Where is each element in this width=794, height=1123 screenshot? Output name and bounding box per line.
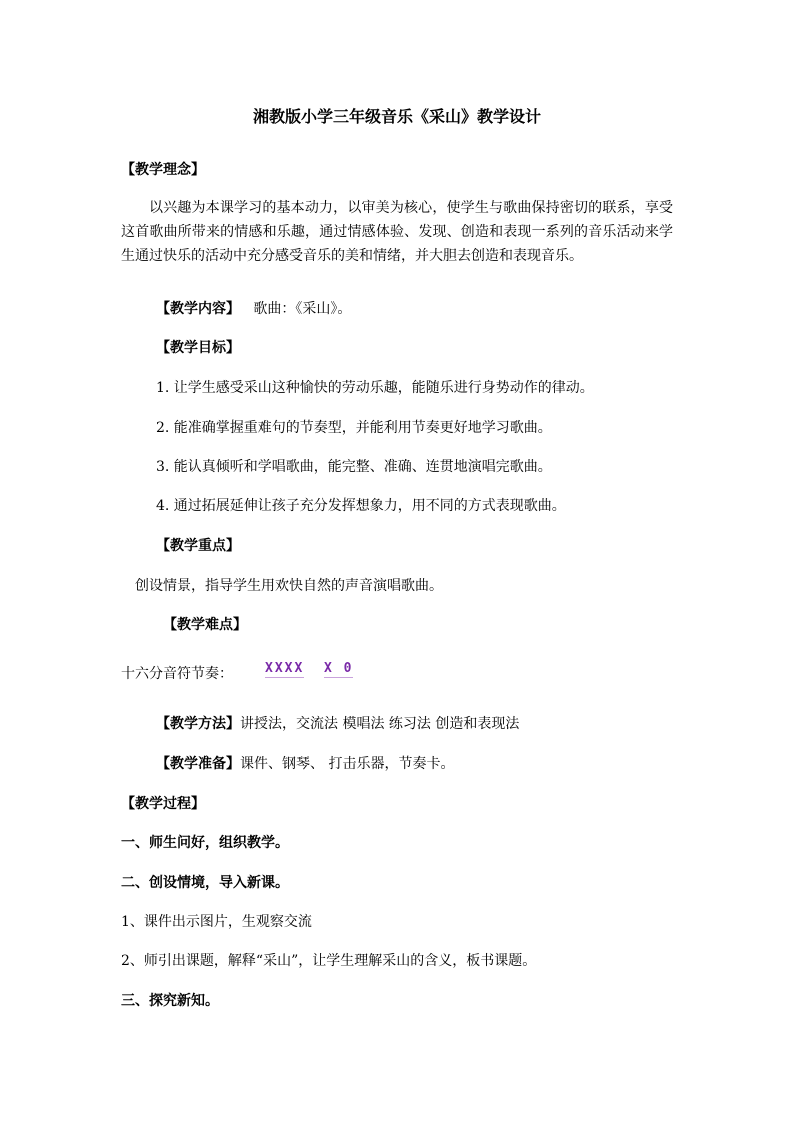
philosophy-paragraph: 以兴趣为本课学习的基本动力，以审美为核心，使学生与歌曲保持密切的联系，享受这首歌曲所带来的情感和乐趣，通过情感体验、发现、创造和表现一系列的音乐活动来学生通过快乐的活动中充分感受音乐的美和情绪，并大胆去创造和表现音乐。 (121, 200, 673, 264)
philosophy-heading: 【教学理念】 (121, 162, 205, 178)
process-item-2: 2、师引出课题，解释“采山”，让学生理解采山的含义，板书课题。 (121, 953, 537, 969)
methods-line (156, 714, 519, 734)
difficulties-label: 十六分音符节奏： (121, 666, 233, 682)
methods-text: 讲授法，交流法 模唱法 练习法 创造和表现法 (240, 716, 520, 732)
process-item-1: 1、课件出示图片，生观察交流 (121, 914, 312, 930)
objective-item-1: 1. 让学生感受采山这种愉快的劳动乐趣，能随乐进行身势动作的律动。 (156, 380, 594, 396)
preparation-heading: 【教学准备】 (156, 756, 240, 772)
objective-item-4: 4. 通过拓展延伸让孩子充分发挥想象力，用不同的方式表现歌曲。 (156, 498, 566, 514)
objective-item-3: 3. 能认真倾听和学唱歌曲，能完整、准确、连贯地演唱完歌曲。 (156, 459, 552, 475)
objective-item-2: 2. 能准确掌握重难句的节奏型，并能利用节奏更好地学习歌曲。 (156, 420, 552, 436)
rhythm-xxxx: XXXX (265, 661, 305, 676)
content-text: 歌曲：《采山》。 (253, 301, 352, 317)
process-step-1: 一、师生问好，组织教学。 (121, 835, 289, 851)
key-points-heading: 【教学重点】 (156, 538, 240, 554)
preparation-line (156, 754, 454, 774)
rhythm-notation-1 (265, 661, 304, 676)
methods-heading: 【教学方法】 (156, 716, 240, 732)
document-title: 湘教版小学三年级音乐《采山》教学设计 (252, 107, 541, 126)
content-line (156, 299, 351, 319)
rhythm-x0: X 0 (324, 661, 354, 676)
objectives-heading: 【教学目标】 (156, 340, 240, 356)
key-points-text: 创设情景，指导学生用欢快自然的声音演唱歌曲。 (135, 578, 443, 594)
preparation-text: 课件、钢琴、 打击乐器，节奏卡。 (240, 756, 455, 772)
content-heading: 【教学内容】 (156, 301, 240, 317)
process-heading: 【教学过程】 (121, 796, 205, 812)
difficulties-heading: 【教学难点】 (163, 617, 247, 633)
rhythm-notation-2 (324, 661, 353, 676)
process-step-3: 三、探究新知。 (121, 993, 219, 1009)
process-step-2: 二、创设情境，导入新课。 (121, 875, 289, 891)
